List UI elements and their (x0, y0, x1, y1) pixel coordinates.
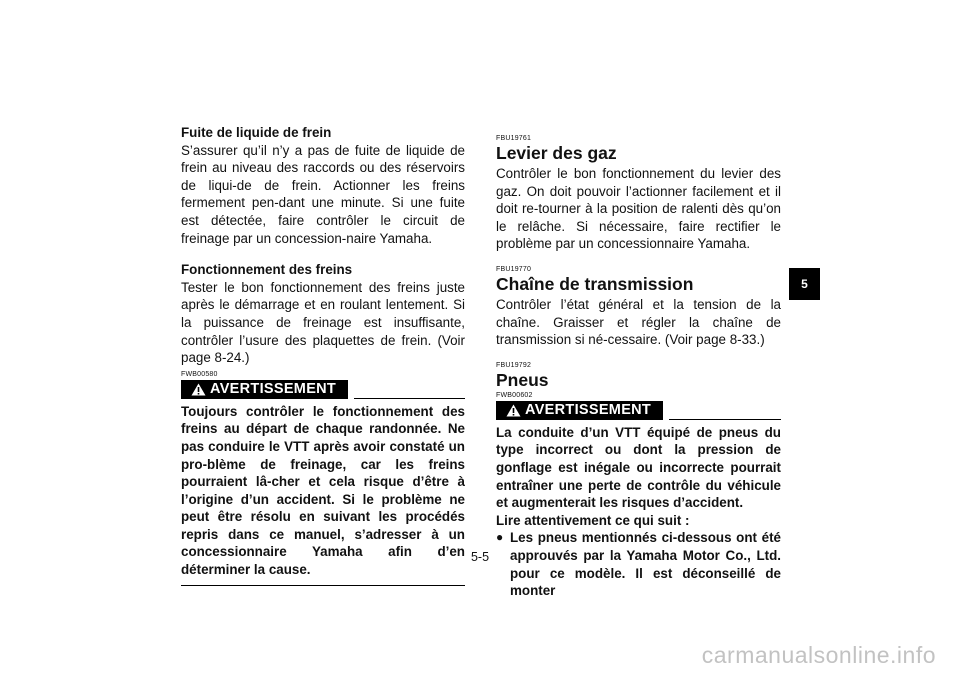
warning-triangle-icon (191, 383, 206, 396)
brake-function-body: Tester le bon fonctionnement des freins juste après le démarrage et en roulant lentement. Si la puissance de freinage est insuffisante, contrôler l’usure des plaquettes de frein. (Voir page 8-24.) (181, 279, 465, 366)
tires-warning-code: FWB00602 (496, 391, 533, 399)
chain-heading: Chaîne de transmission (496, 273, 694, 294)
tires-warning-lead: Lire attentivement ce qui suit : (496, 512, 690, 528)
chain-body: Contrôler l’état général et la tension de la chaîne. Graisser et régler la chaîne de transmission si né-cessaire. (Voir page 8-33.) (496, 296, 781, 348)
warning-text: Toujours contrôler le fonctionnement des freins au départ de chaque randonnée. Ne pas conduire le VTT après avoir constaté un pro-blème de freinage, car les freins pourraient lâ-cher et cela risque d’être à l’origine d’un accident. Si le problème ne peut être résolu en suivant les procédés repris dans ce manuel, s’adresser à un concessionnaire Yamaha afin d’en déterminer la cause. (181, 403, 465, 578)
brake-leak-body: S’assurer qu’il n’y a pas de fuite de liquide de frein au niveau des raccords ou des réservoirs de liqui-de de frein. Actionner les freins fermement pen-dant une minute. Si une fuite est détectée, faire contrôler le circuit de freinage par un concession-naire Yamaha. (181, 142, 465, 246)
tires-heading: Pneus (496, 369, 549, 390)
warning-code: FWB00580 (181, 370, 218, 378)
watermark: carmanualsonline.info (701, 642, 936, 668)
throttle-heading: Levier des gaz (496, 143, 617, 163)
tires-warning-rule (669, 419, 781, 420)
throttle-code: FBU19761 (496, 135, 532, 142)
throttle-body: Contrôler le bon fonctionnement du levier des gaz. On doit pouvoir l’actionner facilement et il doit re-tourner à la position de ralenti dès qu’on le relâche. Si nécessaire, faire rectifier le problème par un concessionnaire Yamaha. (496, 166, 781, 252)
tires-warning-label: AVERTISSEMENT (525, 402, 652, 419)
bullet-icon: ● (496, 530, 504, 545)
chain-code: FBU19770 (496, 265, 532, 273)
warning-rule (354, 398, 465, 399)
tires-warning-badge (496, 401, 663, 420)
warning-header (181, 380, 465, 399)
tires-warning-header (496, 401, 781, 420)
tires-code: FBU19792 (496, 361, 532, 369)
tires-warning-bullet-text: Les pneus mentionnés ci-dessous ont été approuvés par la Yamaha Motor Co., Ltd. pour ce modèle. Il est déconseillé de monter (510, 530, 781, 599)
brake-leak-title: Fuite de liquide de frein (181, 125, 332, 140)
tires-warning-bullet (496, 529, 781, 599)
warning-label: AVERTISSEMENT (210, 381, 337, 398)
brake-function-title: Fonctionnement des freins (181, 262, 353, 278)
warning-triangle-icon (506, 404, 521, 417)
page-number: 5-5 (470, 550, 490, 564)
left-column (181, 124, 465, 586)
warning-badge (181, 380, 348, 399)
tires-warning-text: La conduite d’un VTT équipé de pneus du type incorrect ou dont la pression de gonflage est inégale ou incorrecte pourrait entraîner une perte de contrôle du véhicule et augmenterait les risques d’accident. (496, 424, 781, 511)
right-column (496, 124, 781, 600)
warning-bottom-rule (181, 585, 465, 586)
chapter-tab: 5 (789, 268, 820, 300)
